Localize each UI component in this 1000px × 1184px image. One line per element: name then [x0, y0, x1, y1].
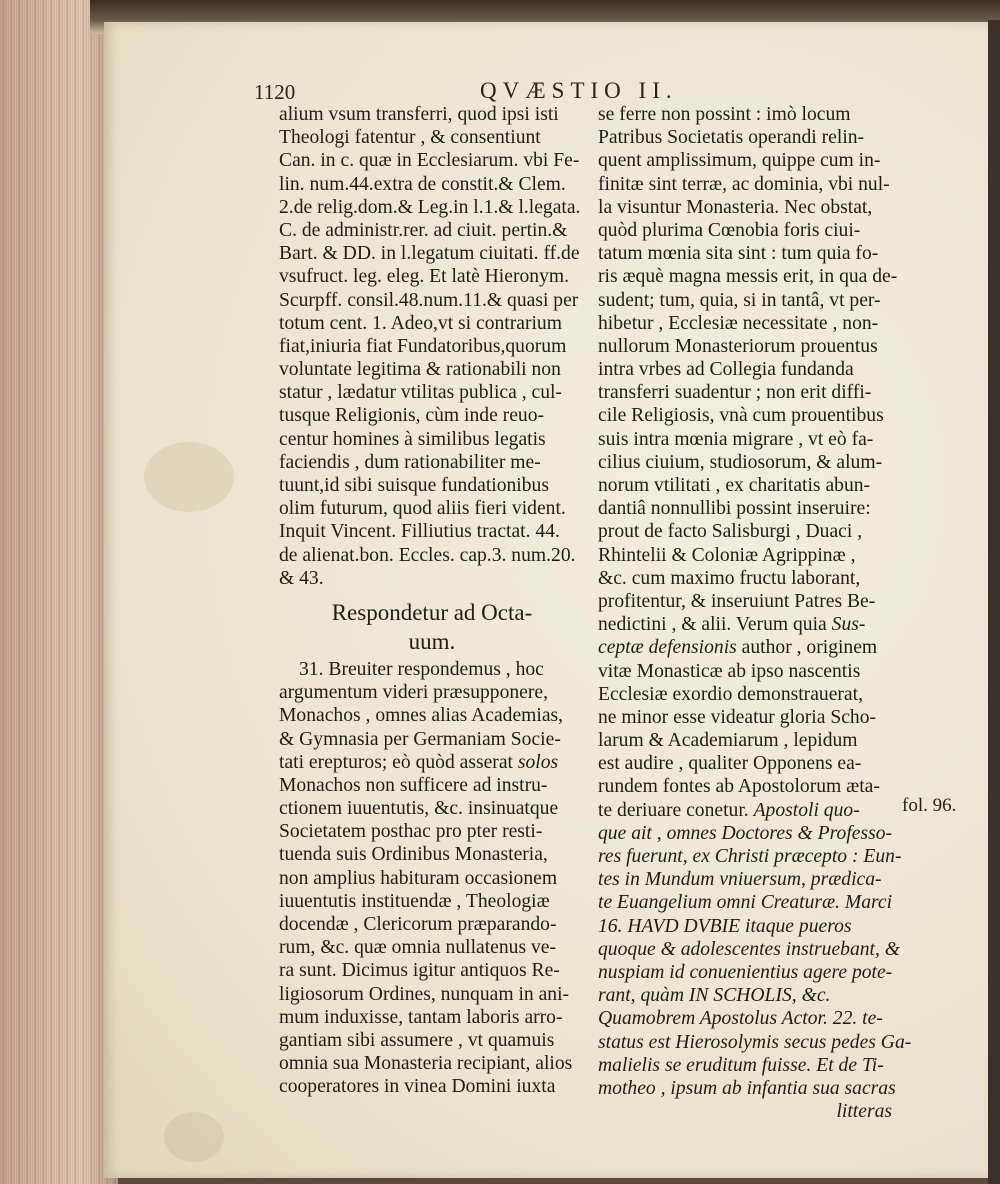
text-line [598, 636, 898, 659]
text-line: Rhintelii & Coloniæ Agrippinæ , [598, 544, 856, 566]
text-line: ligiosorum Ordines, nunquam in ani- [279, 983, 570, 1005]
italic-line: 16. HAVD DVBIE itaque pueros [598, 915, 852, 937]
text-line: prout de facto Salisburgi , Duaci , [598, 521, 863, 543]
text-line: la visuntur Monasteria. Nec obstat, [598, 196, 873, 218]
text-line: mum induxisse, tantam laboris arro- [279, 1006, 563, 1028]
left-lines-after [279, 658, 585, 1099]
text-line: transferri suadentur ; non erit diffi- [598, 382, 872, 404]
text-line: tusque Religionis, cùm inde reuo- [279, 405, 545, 427]
text-line: tuenda suis Ordinibus Monasteria, [279, 844, 548, 866]
text-line: vsufruct. leg. eleg. Et latè Hieronym. [279, 266, 570, 288]
text-line: Scurpff. consil.48.num.11.& quasi per [279, 289, 579, 311]
text-line: profitentur, & inseruiunt Patres Be- [598, 590, 876, 612]
text-line: norum vtilitati , ex charitatis abun- [598, 475, 871, 496]
running-head: QVÆSTIO II. [480, 78, 678, 103]
text-line: Patribus Societatis operandi relin- [598, 127, 865, 149]
text-line: non amplius habituram occasionem [279, 867, 558, 889]
text-line: 2.de relig.dom.& Leg.in l.1.& l.legata. [279, 196, 581, 218]
text-line: centur homines à similibus legatis [279, 428, 546, 450]
text-line: quòd plurima Cœnobia foris ciui- [598, 219, 861, 241]
text-line: olim futurum, quod aliis fieri vident. [279, 498, 566, 520]
italic-line: malielis se eruditum fuisse. Et de Ti- [598, 1054, 884, 1076]
text-line: 31. Breuiter respondemus , hoc [299, 658, 544, 680]
italic-span: solos [517, 751, 559, 773]
text-line: nullorum Monasteriorum prouentus [598, 335, 878, 357]
text-line: dantiâ nonnullibi possint inseruire: [598, 498, 871, 520]
text-line: ne minor esse videatur gloria Scho- [598, 706, 877, 728]
left-lines-before [279, 103, 585, 590]
text-line [598, 799, 898, 822]
text-line [279, 751, 585, 774]
italic-span: Apostoli quo- [753, 799, 860, 821]
text-line: & Gymnasia per Germaniam Socie- [279, 728, 561, 750]
text-span: te deriuare conetur. [598, 799, 749, 821]
text-line: statur , lædatur vtilitas publica , cul- [279, 382, 562, 404]
text-span: tati erepturos; eò quòd asserat [279, 751, 513, 773]
page-right-edge [988, 20, 1000, 1184]
text-line [598, 613, 898, 636]
margin-note: fol. 96. [902, 795, 957, 816]
left-column [279, 103, 585, 1099]
text-line: omnia sua Monasteria recipiant, alios [279, 1053, 573, 1075]
text-line: hibetur , Ecclesiæ necessitate , non- [598, 312, 879, 334]
text-line: Monachos , omnes alias Academias, [279, 705, 564, 727]
paper-stain [144, 442, 234, 512]
text-line: argumentum videri præsupponere, [279, 682, 548, 704]
text-line: Inquit Vincent. Filliutius tractat. 44. [279, 521, 560, 543]
text-line: totum cent. 1. Adeo,vt si contrarium [279, 312, 562, 334]
text-line: C. de administr.rer. ad ciuit. pertin.& [279, 219, 568, 241]
text-line: cilius ciuium, studiosorum, & alum- [598, 451, 883, 473]
text-line: Societatem posthac pro pter resti- [279, 821, 543, 843]
text-line: iuuentutis instituendæ , Theologiæ [279, 890, 550, 912]
section-heading-line1: Respondetur ad Octa- [331, 599, 533, 625]
right-column [598, 103, 912, 1123]
text-line: docendæ , Clericorum præparando- [279, 914, 557, 935]
italic-line: quoque & adolescentes instruebant, & [598, 938, 901, 960]
text-line: cile Religiosis, vnà cum prouentibus [598, 405, 884, 427]
text-line: suis intra mœnia migrare , vt eò fa- [598, 428, 874, 450]
text-line: est audire , qualiter Opponens ea- [598, 753, 862, 775]
text-line: lin. num.44.extra de constit.& Clem. [279, 173, 566, 195]
text-line: quent amplissimum, quippe cum in- [598, 150, 881, 172]
text-line: finitæ sint terræ, ac dominia, vbi nul- [598, 173, 890, 195]
text-line: alium vsum transferri, quod ipsi isti [279, 104, 559, 125]
text-line: cooperatores in vinea Domini iuxta [279, 1076, 556, 1098]
text-line: Can. in c. quæ in Ecclesiarum. vbi Fe- [279, 150, 580, 172]
italic-line: status est Hierosolymis secus pedes Ga- [598, 1031, 912, 1053]
text-line: &c. cum maximo fructu laborant, [598, 567, 861, 589]
text-line: & 43. [279, 567, 324, 589]
italic-line: res fuerunt, ex Christi præcepto : Eun- [598, 846, 902, 867]
text-line: tatum mœnia sita sint : tum quia fo- [598, 243, 879, 265]
paper-stain [164, 1112, 224, 1162]
text-line: ra sunt. Dicimus igitur antiquos Re- [279, 960, 560, 982]
text-line: rundem fontes ab Apostolorum æta- [598, 776, 880, 798]
text-line: tuunt,id sibi suisque fundationibus [279, 475, 549, 496]
text-line: Bart. & DD. in l.legatum ciuitati. ff.de [279, 243, 580, 265]
text-line: Monachos non sufficere ad instru- [279, 774, 548, 796]
italic-line: nuspiam id conuenientius agere pote- [598, 961, 893, 983]
italic-line: rant, quàm IN SCHOLIS, &c. [598, 985, 831, 1007]
text-span: nedictini , & alii. Verum quia [598, 614, 827, 636]
text-line: Ecclesiæ exordio demonstrauerat, [598, 683, 863, 705]
text-line: sudent; tum, quia, si in tantâ, vt per- [598, 289, 881, 311]
page-number: 1120 [254, 80, 296, 104]
text-line: ris æquè magna messis erit, in qua de- [598, 266, 898, 288]
text-span: author , originem [741, 637, 878, 659]
text-line: voluntate legitima & rationabili non [279, 359, 561, 381]
italic-span: Sus- [831, 614, 866, 636]
italic-line: Quamobrem Apostolus Actor. 22. te- [598, 1008, 883, 1030]
text-line: vitæ Monasticæ ab ipso nascentis [598, 660, 861, 682]
text-line: faciendis , dum rationabiliter me- [279, 451, 541, 473]
text-line: ctionem iuuentutis, &c. insinuatque [279, 798, 559, 820]
italic-line: tes in Mundum vniuersum, prædica- [598, 869, 882, 891]
italic-line: te Euangelium omni Creaturæ. Marci [598, 892, 893, 914]
italic-line: motheo , ipsum ab infantia sua sacras [598, 1077, 896, 1099]
italic-span: ceptæ defensionis [598, 637, 737, 659]
italic-line: que ait , omnes Doctores & Professo- [598, 822, 893, 844]
text-line: intra vrbes ad Collegia fundanda [598, 359, 854, 381]
text-line: de alienat.bon. Eccles. cap.3. num.20. [279, 544, 576, 566]
page-edges [0, 0, 118, 1184]
text-line: larum & Academiarum , lepidum [598, 730, 858, 752]
text-line: gantiam sibi assumere , vt quamuis [279, 1029, 555, 1051]
catchword: litteras [836, 1101, 892, 1123]
text-line: fiat,iniuria fiat Fundatoribus,quorum [279, 335, 567, 357]
section-heading-line2: uum. [408, 628, 456, 654]
text-line: se ferre non possint : imò locum [598, 104, 851, 125]
text-line: Theologi fatentur , & consentiunt [279, 127, 541, 149]
text-line: rum, &c. quæ omnia nullatenus ve- [279, 937, 556, 959]
